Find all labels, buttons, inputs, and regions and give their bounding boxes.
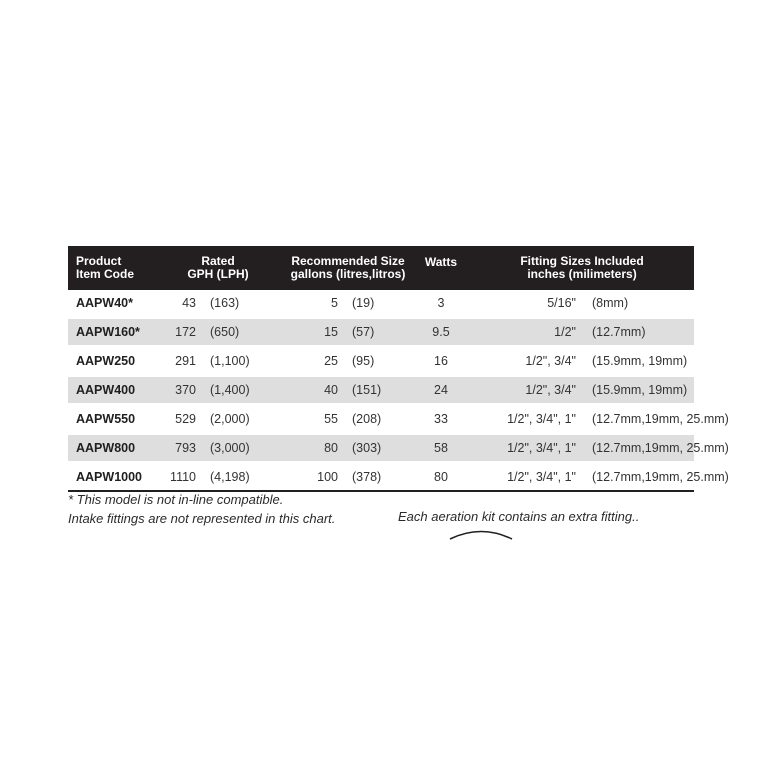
header-product (68, 246, 152, 290)
cell-item-code: AAPW800 (68, 434, 152, 463)
table-row (68, 376, 694, 405)
cell-gallons: 25 (324, 354, 338, 368)
cell-item-code: AAPW1000 (76, 470, 142, 484)
cell-litres: (95) (352, 354, 375, 368)
cell-gph: 43 (182, 296, 196, 310)
cell-gallons: 80 (284, 434, 338, 463)
header-product-line2: Item Code (76, 267, 135, 281)
cell-lph: (4,198) (210, 470, 250, 484)
cell-gph: 1110 (170, 470, 196, 484)
cell-watts: 58 (412, 434, 470, 463)
cell-watts: 80 (434, 470, 448, 484)
cell-fitting-mm: (12.7mm) (580, 318, 694, 347)
cell-litres: (378) (352, 470, 382, 484)
spec-table-container (68, 246, 729, 492)
spec-table (68, 246, 729, 492)
table-row (68, 347, 694, 376)
header-recommended-size (284, 246, 412, 290)
cell-fitting-mm: (15.9mm, 19mm) (592, 354, 688, 368)
cell-litres: (19) (352, 296, 375, 310)
cell-fitting-mm: (8mm) (592, 296, 629, 310)
cell-fitting-inches: 1/2", 3/4", 1" (470, 434, 580, 463)
cell-lph: (3,000) (196, 434, 284, 463)
header-fitting-line2: inches (milimeters) (527, 267, 637, 281)
cell-item-code: AAPW40* (76, 296, 133, 310)
cell-lph: (650) (196, 318, 284, 347)
cell-watts: 3 (437, 296, 445, 310)
header-fitting-line1: Fitting Sizes Included (520, 254, 644, 268)
header-watts (412, 246, 470, 290)
cell-gph: 529 (175, 412, 196, 426)
cell-fitting-mm: (15.9mm, 19mm) (580, 376, 694, 405)
note-inline-compatible: * This model is not in-line compatible. (68, 492, 284, 507)
cell-gallons: 100 (317, 470, 338, 484)
note-aeration-kit: Each aeration kit contains an extra fitting.. (398, 509, 640, 524)
cell-fitting-inches: 1/2", 3/4" (470, 376, 580, 405)
cell-item-code: AAPW400 (68, 376, 152, 405)
cell-watts: 9.5 (412, 318, 470, 347)
cell-fitting-mm: (12.7mm,19mm, 25.mm) (592, 412, 729, 426)
cell-fitting-mm: (12.7mm,19mm, 25.mm) (592, 470, 729, 484)
cell-item-code: AAPW550 (76, 412, 136, 426)
cell-gph: 370 (152, 376, 196, 405)
cell-lph: (163) (210, 296, 240, 310)
header-rated-line2: GPH (LPH) (187, 267, 249, 281)
footnotes (68, 490, 335, 528)
header-rated-line1: Rated (201, 254, 235, 268)
cell-lph: (1,100) (210, 354, 250, 368)
table-row (68, 290, 694, 318)
cell-watts: 16 (434, 354, 448, 368)
cell-gallons: 55 (324, 412, 338, 426)
cell-gallons: 15 (284, 318, 338, 347)
cell-litres: (151) (338, 376, 412, 405)
header-watts-label: Watts (424, 254, 458, 269)
cell-item-code: AAPW160* (68, 318, 152, 347)
header-size-line2: gallons (litres,litros) (290, 267, 406, 281)
table-row (68, 434, 694, 463)
cell-gph: 172 (152, 318, 196, 347)
cell-gph: 291 (175, 354, 196, 368)
cell-watts: 33 (434, 412, 448, 426)
cell-fitting-inches: 1/2", 3/4", 1" (507, 412, 576, 426)
table-row (68, 463, 694, 492)
cell-fitting-inches: 1/2", 3/4" (525, 354, 576, 368)
decorative-arc (446, 528, 516, 540)
cell-fitting-mm: (12.7mm,19mm, 25.mm) (580, 434, 694, 463)
cell-fitting-inches: 1/2", 3/4", 1" (507, 470, 576, 484)
table-row (68, 318, 694, 347)
note-intake-fittings: Intake fittings are not represented in this chart. (68, 511, 336, 526)
cell-fitting-inches: 5/16" (547, 296, 576, 310)
cell-litres: (303) (338, 434, 412, 463)
cell-gallons: 40 (284, 376, 338, 405)
cell-litres: (57) (338, 318, 412, 347)
cell-watts: 24 (412, 376, 470, 405)
cell-litres: (208) (352, 412, 382, 426)
header-rated (152, 246, 284, 290)
header-fitting-sizes (470, 246, 694, 290)
header-product-line1: Product (76, 254, 122, 268)
cell-gallons: 5 (331, 296, 338, 310)
cell-item-code: AAPW250 (76, 354, 136, 368)
cell-gph: 793 (152, 434, 196, 463)
table-row (68, 405, 694, 434)
cell-fitting-inches: 1/2" (470, 318, 580, 347)
cell-lph: (1,400) (196, 376, 284, 405)
cell-lph: (2,000) (210, 412, 250, 426)
table-header-row (68, 246, 694, 290)
header-size-line1: Recommended Size (291, 254, 405, 268)
